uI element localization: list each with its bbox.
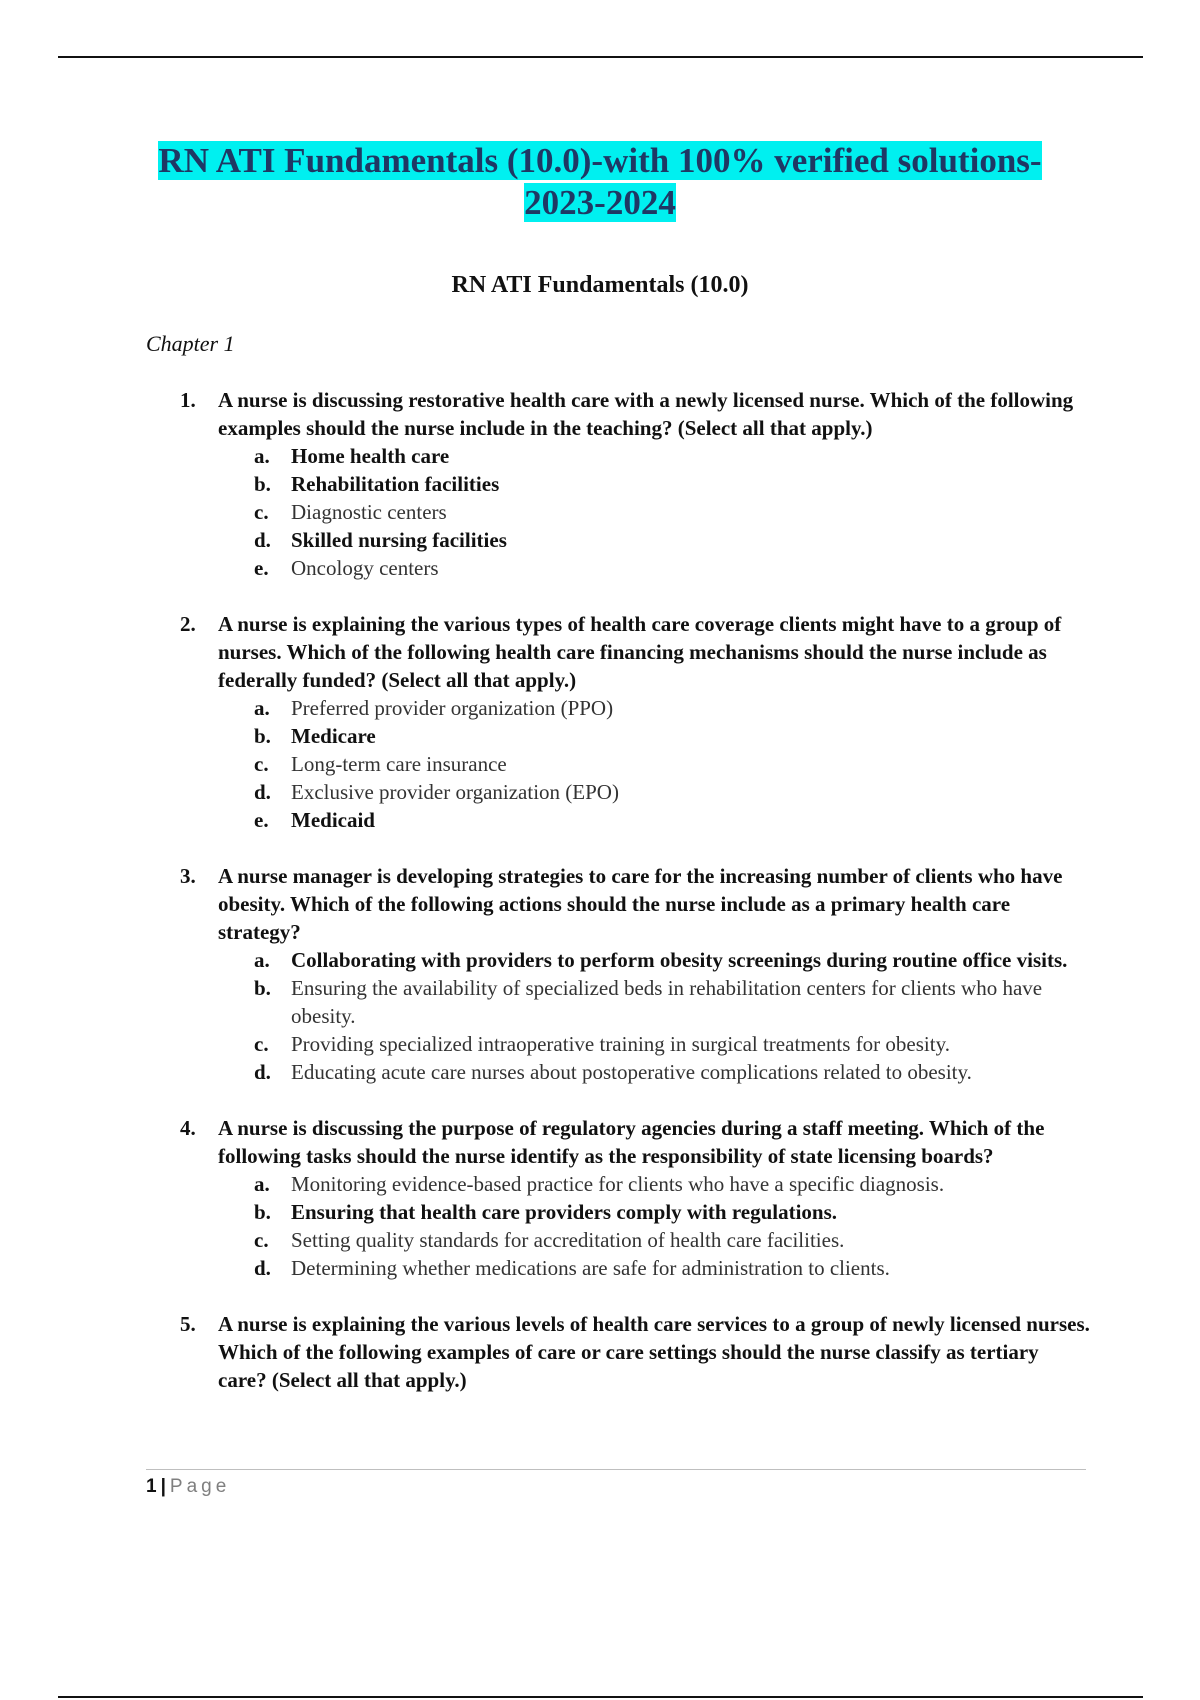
answer-option bbox=[254, 806, 1090, 834]
option-text: Diagnostic centers bbox=[291, 500, 447, 524]
page-label: Page bbox=[169, 1476, 231, 1497]
option-letter: c. bbox=[254, 500, 269, 524]
option-letter: e. bbox=[254, 808, 269, 832]
question-number: 3. bbox=[180, 864, 196, 888]
option-text: Setting quality standards for accreditation of health care facilities. bbox=[291, 1228, 845, 1252]
page-separator: | bbox=[160, 1476, 166, 1497]
answer-option bbox=[254, 1198, 1090, 1226]
option-letter: d. bbox=[254, 780, 271, 804]
footer-rule bbox=[146, 1469, 1086, 1470]
option-text: Preferred provider organization (PPO) bbox=[291, 696, 614, 720]
answer-option bbox=[254, 694, 1090, 722]
page-number: 1 bbox=[146, 1476, 157, 1497]
question-5 bbox=[180, 1310, 1090, 1394]
option-letter: b. bbox=[254, 472, 271, 496]
question-number: 2. bbox=[180, 612, 196, 636]
option-text: Educating acute care nurses about postoperative complications related to obesity. bbox=[291, 1060, 972, 1084]
option-letter: d. bbox=[254, 528, 271, 552]
question-text: A nurse manager is developing strategies to care for the increasing number of clients who have obesity. Which of the following actions should the nurse include as a primary health care strategy? bbox=[218, 864, 1063, 944]
option-text: Skilled nursing facilities bbox=[291, 528, 507, 552]
question-number: 5. bbox=[180, 1312, 196, 1336]
question-text: A nurse is discussing the purpose of regulatory agencies during a staff meeting. Which of the following tasks should the nurse identify as the responsibility of state licensing boards? bbox=[218, 1116, 1045, 1168]
answer-options bbox=[218, 694, 1090, 834]
option-letter: b. bbox=[254, 976, 271, 1000]
question-text: A nurse is explaining the various types of health care coverage clients might have to a group of nurses. Which of the following health care financing mechanisms should the nurse include as federally funded? (Select all that apply.) bbox=[218, 612, 1062, 692]
answer-option bbox=[254, 498, 1090, 526]
answer-option bbox=[254, 526, 1090, 554]
page-footer bbox=[146, 1475, 230, 1499]
top-rule bbox=[58, 56, 1143, 58]
answer-option bbox=[254, 470, 1090, 498]
option-letter: a. bbox=[254, 444, 270, 468]
option-letter: b. bbox=[254, 724, 271, 748]
option-text: Providing specialized intraoperative training in surgical treatments for obesity. bbox=[291, 1032, 950, 1056]
option-letter: c. bbox=[254, 1228, 269, 1252]
option-text: Collaborating with providers to perform obesity screenings during routine office visits. bbox=[291, 948, 1068, 972]
question-4 bbox=[180, 1114, 1090, 1282]
answer-option bbox=[254, 946, 1090, 974]
title-line-2: 2023-2024 bbox=[524, 183, 676, 222]
option-letter: a. bbox=[254, 1172, 270, 1196]
answer-option bbox=[254, 750, 1090, 778]
option-text: Long-term care insurance bbox=[291, 752, 507, 776]
option-text: Determining whether medications are safe for administration to clients. bbox=[291, 1256, 890, 1280]
answer-options bbox=[218, 442, 1090, 582]
answer-option bbox=[254, 1058, 1090, 1086]
answer-option bbox=[254, 722, 1090, 750]
answer-option bbox=[254, 554, 1090, 582]
question-text: A nurse is discussing restorative health care with a newly licensed nurse. Which of the following examples should the nurse include in the teaching? (Select all that apply.) bbox=[218, 388, 1074, 440]
answer-options bbox=[218, 946, 1090, 1086]
option-text: Medicare bbox=[291, 724, 376, 748]
option-text: Home health care bbox=[291, 444, 450, 468]
option-text: Exclusive provider organization (EPO) bbox=[291, 780, 619, 804]
option-text: Rehabilitation facilities bbox=[291, 472, 500, 496]
option-letter: c. bbox=[254, 752, 269, 776]
question-3 bbox=[180, 862, 1090, 1086]
option-text: Monitoring evidence-based practice for clients who have a specific diagnosis. bbox=[291, 1172, 945, 1196]
option-letter: b. bbox=[254, 1200, 271, 1224]
question-text: A nurse is explaining the various levels of health care services to a group of newly licensed nurses. Which of the following examples of care or care settings should the nurse classify as tertiary care? (Select all that apply.) bbox=[218, 1312, 1090, 1392]
option-letter: a. bbox=[254, 696, 270, 720]
option-letter: a. bbox=[254, 948, 270, 972]
question-1 bbox=[180, 386, 1090, 582]
option-letter: d. bbox=[254, 1256, 271, 1280]
chapter-label: Chapter 1 bbox=[146, 331, 235, 356]
option-text: Ensuring that health care providers comply with regulations. bbox=[291, 1200, 838, 1224]
question-2 bbox=[180, 610, 1090, 834]
option-text: Ensuring the availability of specialized beds in rehabilitation centers for clients who have obesity. bbox=[291, 976, 1043, 1028]
answer-option bbox=[254, 1030, 1090, 1058]
document-title bbox=[0, 140, 1200, 224]
question-number: 1. bbox=[180, 388, 196, 412]
option-text: Medicaid bbox=[291, 808, 375, 832]
title-line-1: RN ATI Fundamentals (10.0)-with 100% verified solutions- bbox=[158, 141, 1042, 180]
answer-option bbox=[254, 1254, 1090, 1282]
answer-option bbox=[254, 442, 1090, 470]
bottom-rule bbox=[58, 1696, 1143, 1698]
answer-option bbox=[254, 1170, 1090, 1198]
option-letter: d. bbox=[254, 1060, 271, 1084]
question-number: 4. bbox=[180, 1116, 196, 1140]
answer-options bbox=[218, 1170, 1090, 1282]
option-letter: e. bbox=[254, 556, 269, 580]
question-list bbox=[180, 386, 1090, 1422]
document-subtitle: RN ATI Fundamentals (10.0) bbox=[451, 272, 749, 298]
option-text: Oncology centers bbox=[291, 556, 439, 580]
answer-option bbox=[254, 1226, 1090, 1254]
option-letter: c. bbox=[254, 1032, 269, 1056]
answer-option bbox=[254, 778, 1090, 806]
answer-option bbox=[254, 974, 1090, 1030]
